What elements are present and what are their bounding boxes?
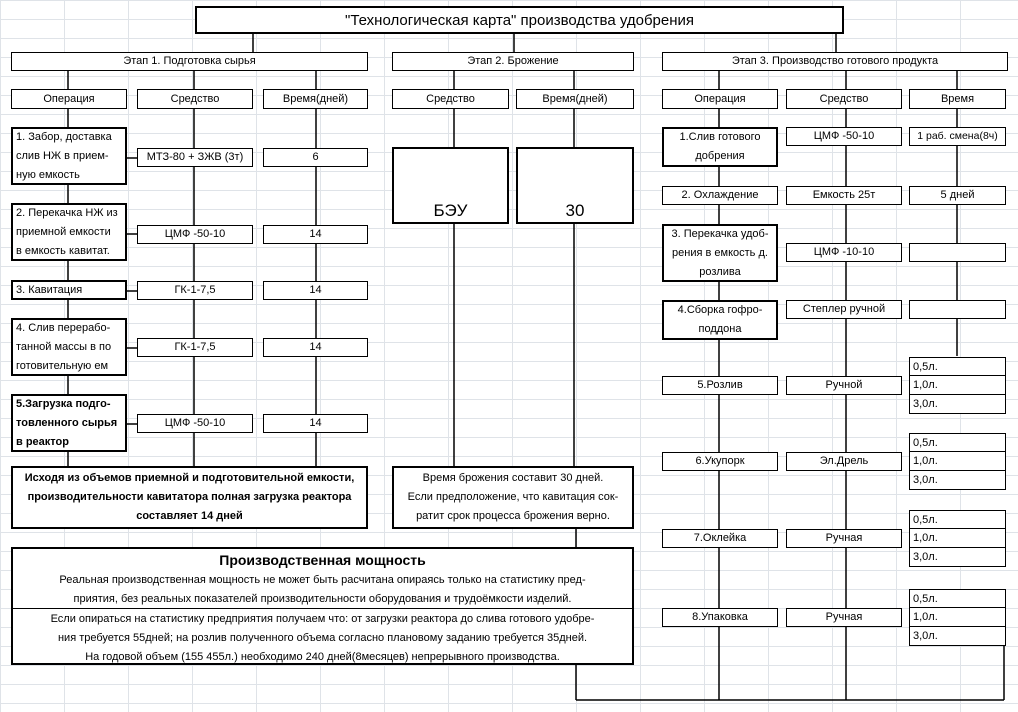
stage3-vol-5-1: 1,0л. <box>909 376 1006 395</box>
stage3-vol-7-2: 3,0л. <box>909 548 1006 567</box>
stage1-time-5: 14 <box>263 414 368 433</box>
stage2-col-time: Время(дней) <box>516 89 634 109</box>
stage1-tool-2: ЦМФ -50-10 <box>137 225 253 244</box>
stage3-vol-6-2: 3,0л. <box>909 471 1006 490</box>
stage3-col-tool: Средство <box>786 89 902 109</box>
stage3-op-6: 6.Укупорк <box>662 452 778 471</box>
stage3-vol-6-0: 0,5л. <box>909 433 1006 452</box>
stage3-vol-6-1: 1,0л. <box>909 452 1006 471</box>
stage1-tool-1: МТЗ-80 + ЗЖВ (3т) <box>137 148 253 167</box>
stage1-tool-3: ГК-1-7,5 <box>137 281 253 300</box>
stage1-op-1: 1. Забор, доставка слив НЖ в прием- ную емкость <box>11 127 127 185</box>
capacity-divider <box>11 608 634 609</box>
stage1-col-operation: Операция <box>11 89 127 109</box>
stage1-op-3: 3. Кавитация <box>11 280 127 300</box>
stage2-time-30: 30 <box>516 147 634 224</box>
stage3-col-operation: Операция <box>662 89 778 109</box>
stage1-time-3: 14 <box>263 281 368 300</box>
capacity-paragraph-1: Реальная производственная мощность не может быть расчитана опираясь только на статистику пред- приятия, без реальных показателей производительности оборудования и трудоёмкости изделий. <box>59 574 586 605</box>
stage3-vol-5-2: 3,0л. <box>909 395 1006 414</box>
capacity-title: Производственная мощность <box>219 552 426 568</box>
stage3-time-2: 5 дней <box>909 186 1006 205</box>
stage1-col-time: Время(дней) <box>263 89 368 109</box>
page-title: "Технологическая карта" производства удобрения <box>195 6 844 34</box>
stage3-tool-2: Емкость 25т <box>786 186 902 205</box>
stage3-op-3: 3. Перекачка удоб- рения в емкость д. розлива <box>662 224 778 282</box>
capacity-paragraph-2: Если опираться на статистику предприятия получаем что: от загрузки реактора до слива готового удобре- ния требуется 55дней; на розлив полученного объема согласно плановому заданию требуется 35дней. На годовой объем (155 455л.) необходимо 240 дней(8месяцев) непрерывного производства. <box>50 613 595 663</box>
stage2-tool-beu: БЭУ <box>392 147 509 224</box>
stage3-tool-8: Ручная <box>786 608 902 627</box>
stage1-tool-4: ГК-1-7,5 <box>137 338 253 357</box>
stage1-summary: Исходя из объемов приемной и подготовительной емкости, производительности кавитатора полная загрузка реактора составляет 14 дней <box>11 466 368 529</box>
stage3-op-7: 7.Оклейка <box>662 529 778 548</box>
stage3-vol-8-0: 0,5л. <box>909 589 1006 608</box>
stage3-op-4: 4.Сборка гофро- поддона <box>662 300 778 340</box>
stage3-time-3 <box>909 243 1006 262</box>
stage3-op-5: 5.Розлив <box>662 376 778 395</box>
stage3-op-1: 1.Слив готового добрения <box>662 127 778 167</box>
stage3-tool-7: Ручная <box>786 529 902 548</box>
stage3-time-1: 1 раб. смена(8ч) <box>909 127 1006 146</box>
stage1-header: Этап 1. Подготовка сырья <box>11 52 368 71</box>
stage3-vol-7-0: 0,5л. <box>909 510 1006 529</box>
stage3-col-time: Время <box>909 89 1006 109</box>
stage3-vol-8-1: 1,0л. <box>909 608 1006 627</box>
stage3-tool-1: ЦМФ -50-10 <box>786 127 902 146</box>
stage1-time-2: 14 <box>263 225 368 244</box>
stage1-op-2: 2. Перекачка НЖ из приемной емкости в емкость кавитат. <box>11 203 127 261</box>
stage3-tool-3: ЦМФ -10-10 <box>786 243 902 262</box>
stage2-header: Этап 2. Брожение <box>392 52 634 71</box>
stage3-tool-4: Степлер ручной <box>786 300 902 319</box>
stage3-tool-6: Эл.Дрель <box>786 452 902 471</box>
stage1-op-5: 5.Загрузка подго- товленного сырья в реактор <box>11 394 127 452</box>
stage2-col-tool: Средство <box>392 89 509 109</box>
stage3-vol-8-2: 3,0л. <box>909 627 1006 646</box>
stage1-col-tool: Средство <box>137 89 253 109</box>
stage3-time-4 <box>909 300 1006 319</box>
stage2-summary: Время брожения составит 30 дней. Если предположение, что кавитация сок- ратит срок процесса брожения верно. <box>392 466 634 529</box>
stage1-op-4: 4. Слив перерабо- танной массы в по готовительную ем <box>11 318 127 376</box>
stage1-time-1: 6 <box>263 148 368 167</box>
stage3-op-8: 8.Упаковка <box>662 608 778 627</box>
stage3-op-2: 2. Охлаждение <box>662 186 778 205</box>
stage3-vol-5-0: 0,5л. <box>909 357 1006 376</box>
stage1-time-4: 14 <box>263 338 368 357</box>
stage3-vol-7-1: 1,0л. <box>909 529 1006 548</box>
stage3-header: Этап 3. Производство готового продукта <box>662 52 1008 71</box>
stage3-tool-5: Ручной <box>786 376 902 395</box>
stage1-tool-5: ЦМФ -50-10 <box>137 414 253 433</box>
